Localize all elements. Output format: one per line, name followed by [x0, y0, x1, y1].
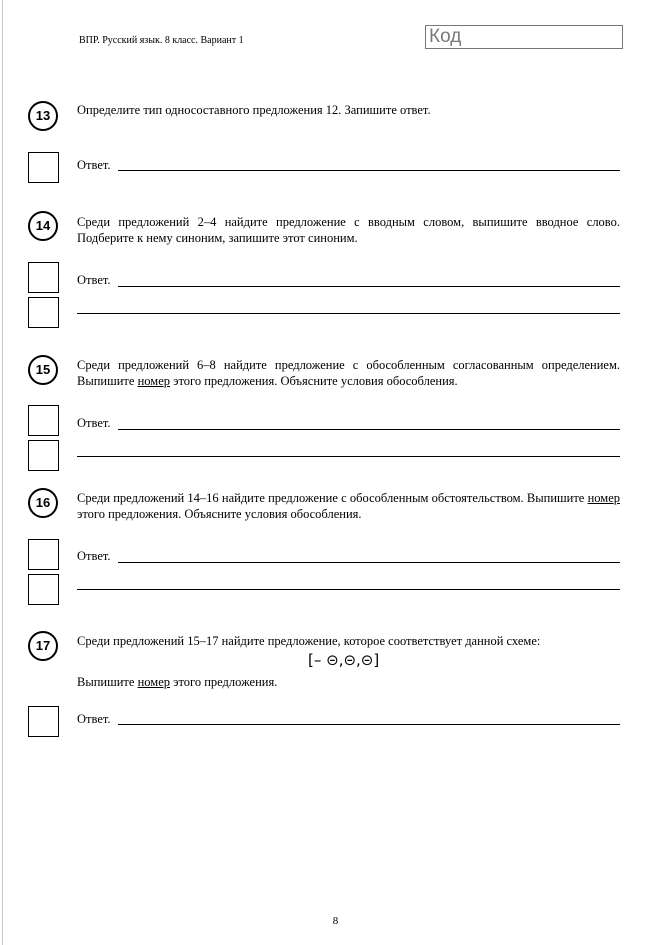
question-13-text: Определите тип односоставного предложения 12. Запишите ответ.: [77, 103, 431, 117]
question-15-text-part2: этого предложения. Объясните условия обособления.: [170, 374, 458, 388]
question-17-answer-line[interactable]: [118, 724, 620, 725]
question-14-score-box-1[interactable]: [28, 262, 59, 293]
question-15-answer-line-2[interactable]: [77, 456, 620, 457]
question-17-text2-underlined: номер: [137, 675, 170, 689]
question-15-number: 15: [28, 355, 58, 385]
question-13-score-box[interactable]: [28, 152, 59, 183]
header-title: ВПР. Русский язык. 8 класс. Вариант 1: [79, 35, 244, 46]
question-16-answer-line[interactable]: [118, 562, 620, 563]
question-13-answer-label: Ответ.: [77, 158, 111, 172]
question-16-text-underlined: номер: [587, 491, 620, 505]
question-17-score-box[interactable]: [28, 706, 59, 737]
question-16-answer-label: Ответ.: [77, 549, 111, 563]
question-16-number: 16: [28, 488, 58, 518]
question-17-number: 17: [28, 631, 58, 661]
question-15-score-box-1[interactable]: [28, 405, 59, 436]
question-16-text-part1: Среди предложений 14–16 найдите предложение с обособленным обстоятельством. Выпишите: [77, 491, 588, 505]
question-17-answer-label: Ответ.: [77, 712, 111, 726]
question-16-answer-line-2[interactable]: [77, 589, 620, 590]
page-number: 8: [332, 915, 339, 927]
question-13-answer-line[interactable]: [118, 170, 620, 171]
question-15-text-underlined: номер: [137, 374, 170, 388]
question-17-text2-part1: Выпишите: [77, 675, 138, 689]
question-17-text2-part2: этого предложения.: [170, 675, 278, 689]
question-16-text-part2: этого предложения. Объясните условия обособления.: [77, 507, 362, 521]
question-17-text-2: [77, 674, 620, 690]
question-15-answer-label: Ответ.: [77, 416, 111, 430]
question-14-answer-line-2[interactable]: [77, 313, 620, 314]
question-14-score-box-2[interactable]: [28, 297, 59, 328]
question-15-score-box-2[interactable]: [28, 440, 59, 471]
question-13-number: 13: [28, 101, 58, 131]
question-17-text: Среди предложений 15–17 найдите предложение, которое соответствует данной схеме:: [77, 634, 541, 648]
question-16-text: [77, 490, 620, 522]
question-14-text: Среди предложений 2–4 найдите предложение с вводным словом, выпишите вводное слово. Подберите к нему синоним, запишите этот синоним.: [77, 215, 620, 245]
question-16-score-box-1[interactable]: [28, 539, 59, 570]
question-17-scheme: [– ⊝,⊝,⊝]: [308, 651, 380, 669]
question-14-number: 14: [28, 211, 58, 241]
question-15-text: [77, 357, 620, 389]
question-14-answer-label: Ответ.: [77, 273, 111, 287]
question-15-answer-line[interactable]: [118, 429, 620, 430]
question-15-text-part1: Среди предложений 6–8 найдите предложение с обособленным согласованным определением. Выпишите: [77, 358, 620, 388]
question-16-score-box-2[interactable]: [28, 574, 59, 605]
page-left-border: [2, 0, 3, 945]
question-14-answer-line[interactable]: [118, 286, 620, 287]
code-field[interactable]: Код: [425, 25, 623, 49]
